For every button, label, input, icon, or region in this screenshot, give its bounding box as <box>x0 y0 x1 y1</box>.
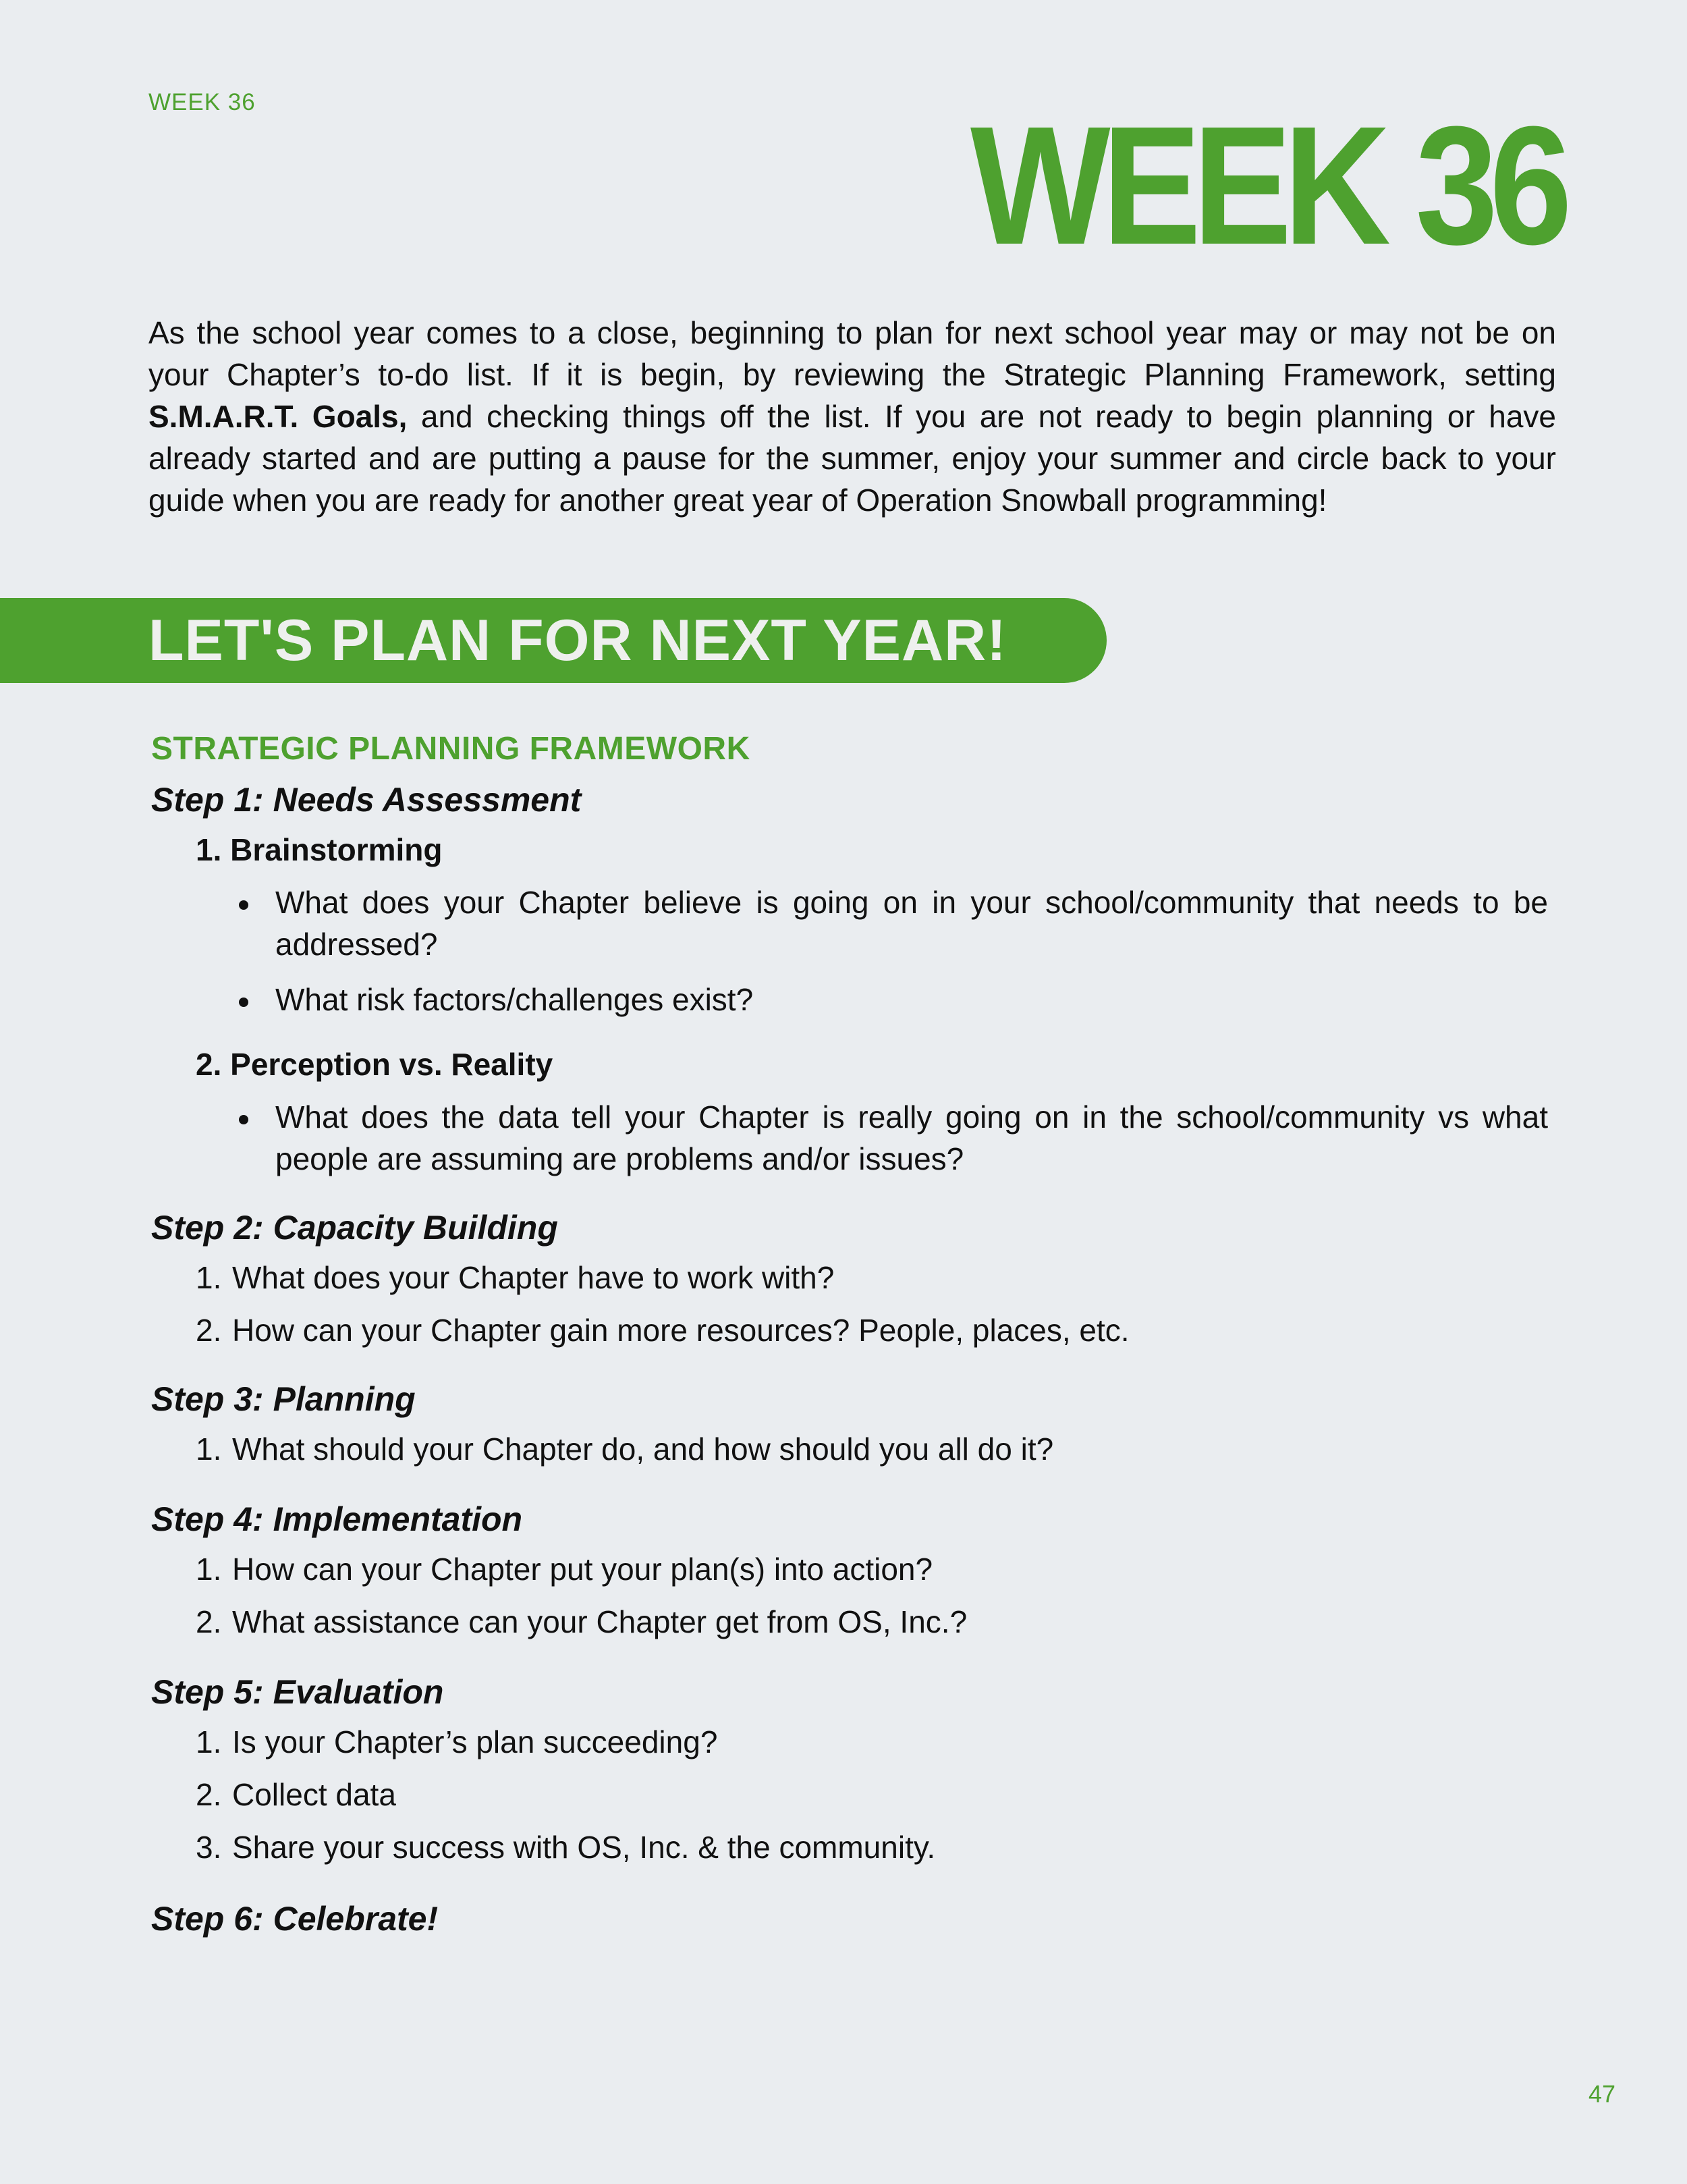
header-week-label: WEEK 36 <box>148 89 256 115</box>
step-3-title: Step 3: Planning <box>151 1380 416 1418</box>
item-text: Is your Chapter’s plan succeeding? <box>232 1724 718 1759</box>
list-item <box>196 1774 396 1816</box>
step-1-sub-perception: 2. Perception vs. Reality <box>196 1047 553 1082</box>
framework-heading: STRATEGIC PLANNING FRAMEWORK <box>151 731 750 767</box>
list-item <box>239 1096 1548 1180</box>
step-2-title: Step 2: Capacity Building <box>151 1209 558 1247</box>
item-text: What assistance can your Chapter get from OS, Inc.? <box>232 1604 968 1639</box>
bullet-icon <box>239 900 248 910</box>
item-number: 2. <box>196 1777 222 1812</box>
bullet-text: What does your Chapter believe is going on in your school/community that needs to be addressed? <box>275 885 1548 962</box>
intro-text-2: and checking things off the list. If you are not ready to begin planning or have already started and are putting a pause for the summer, enjoy your summer and circle back to your guide when you are ready for another great year of Operation Snowball programming! <box>148 399 1556 518</box>
bullet-text: What does the data tell your Chapter is really going on in the school/community vs what people are assuming are problems and/or issues? <box>275 1099 1548 1176</box>
item-text: What does your Chapter have to work with? <box>232 1260 835 1295</box>
item-text: Collect data <box>232 1777 396 1812</box>
list-item <box>196 1548 933 1590</box>
item-text: Share your success with OS, Inc. & the community. <box>232 1830 936 1865</box>
list-item <box>196 1257 834 1299</box>
list-item <box>196 1826 935 1868</box>
item-text: What should your Chapter do, and how should you all do it? <box>232 1431 1054 1467</box>
section-banner <box>0 598 1107 683</box>
item-number: 3. <box>196 1830 222 1865</box>
bullet-text: What risk factors/challenges exist? <box>275 982 754 1017</box>
list-item <box>239 979 1548 1020</box>
item-number: 1. <box>196 1724 222 1759</box>
intro-bold-goals: S.M.A.R.T. Goals, <box>148 399 408 434</box>
list-item <box>196 1309 1130 1351</box>
item-number: 1. <box>196 1260 222 1295</box>
step-4-title: Step 4: Implementation <box>151 1500 523 1538</box>
page-title: WEEK 36 <box>970 91 1564 279</box>
item-number: 2. <box>196 1604 222 1639</box>
intro-paragraph <box>148 312 1556 521</box>
list-item <box>196 1601 967 1643</box>
item-number: 2. <box>196 1313 222 1348</box>
step-1-sub-brainstorming: 1. Brainstorming <box>196 832 443 867</box>
intro-text-1: As the school year comes to a close, beginning to plan for next school year may or may not be on your Chapter’s to-do list. If it is begin, by reviewing the Strategic Planning Framework, setting <box>148 315 1556 392</box>
list-item <box>196 1721 717 1763</box>
item-text: How can your Chapter gain more resources? People, places, etc. <box>232 1313 1130 1348</box>
item-number: 1. <box>196 1431 222 1467</box>
item-number: 1. <box>196 1552 222 1587</box>
bullet-icon <box>239 998 248 1007</box>
step-6-title: Step 6: Celebrate! <box>151 1900 439 1938</box>
banner-title: LET'S PLAN FOR NEXT YEAR! <box>148 608 1007 673</box>
bullet-icon <box>239 1115 248 1124</box>
step-1-title: Step 1: Needs Assessment <box>151 781 582 819</box>
list-item <box>239 881 1548 965</box>
page-number: 47 <box>1588 2080 1615 2108</box>
item-text: How can your Chapter put your plan(s) into action? <box>232 1552 933 1587</box>
list-item <box>196 1428 1053 1470</box>
step-5-title: Step 5: Evaluation <box>151 1673 444 1711</box>
